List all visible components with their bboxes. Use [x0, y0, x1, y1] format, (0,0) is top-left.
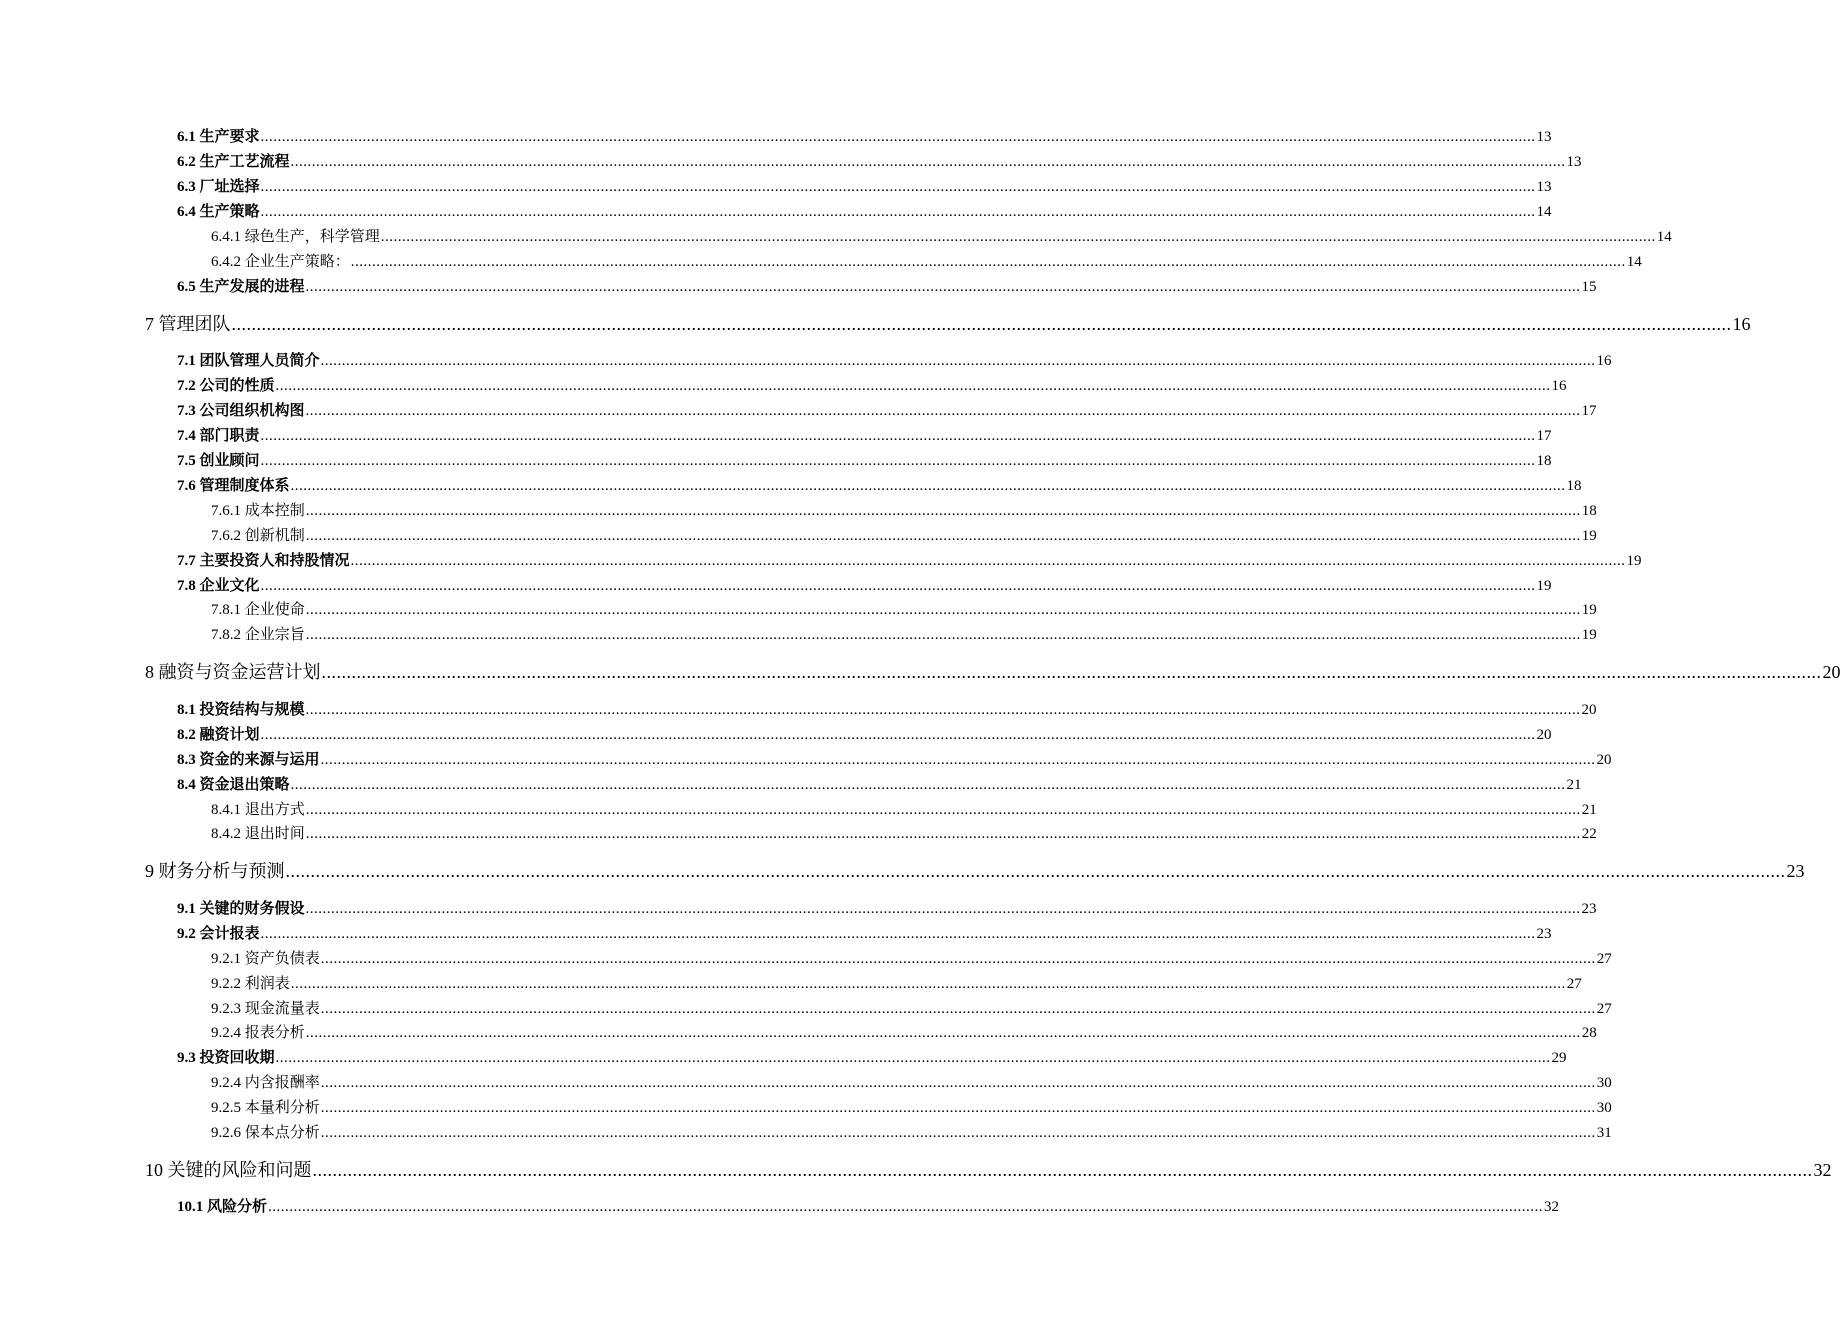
- toc-dot-leader: ............................................................................................................................................................................................................................................................................................................: [320, 1125, 1596, 1141]
- toc-chapter-entry[interactable]: [145, 861, 1805, 881]
- toc-dot-leader: ............................................................................................................................................................................................................................................................................................................: [320, 353, 1596, 369]
- toc-entry-title: 9.1 关键的财务假设: [177, 901, 305, 917]
- toc-entry-title: 6.1 生产要求: [177, 129, 260, 145]
- toc-entry-title: 9.2.4 报表分析: [211, 1025, 305, 1041]
- toc-dot-leader: ............................................................................................................................................................................................................................................................................................................: [305, 1025, 1581, 1041]
- toc-section-entry[interactable]: [177, 129, 1552, 145]
- toc-page-number: 23: [1581, 901, 1597, 917]
- toc-section-entry[interactable]: [177, 578, 1552, 594]
- toc-entry-title: 8.1 投资结构与规模: [177, 702, 305, 718]
- toc-dot-leader: ............................................................................................................................................................................................................................................................................................................: [305, 279, 1581, 295]
- toc-page-number: 14: [1656, 229, 1672, 245]
- toc-section-entry[interactable]: [177, 403, 1597, 419]
- toc-page-number: 16: [1596, 353, 1612, 369]
- toc-page-number: 17: [1581, 403, 1597, 419]
- toc-dot-leader: ............................................................................................................................................................................................................................................................................................................: [320, 951, 1596, 967]
- toc-page-number: 16: [1551, 378, 1567, 394]
- toc-section-entry[interactable]: [177, 752, 1612, 768]
- toc-entry-title: 6.4 生产策略: [177, 204, 260, 220]
- toc-entry-title: 7.8.1 企业使命: [211, 602, 305, 618]
- toc-chapter-entry[interactable]: [145, 1160, 1832, 1180]
- toc-subsection-entry[interactable]: [211, 802, 1597, 818]
- toc-entry-title: 8.2 融资计划: [177, 727, 260, 743]
- toc-dot-leader: ............................................................................................................................................................................................................................................................................................................: [285, 861, 1786, 881]
- toc-dot-leader: ............................................................................................................................................................................................................................................................................................................: [260, 578, 1536, 594]
- toc-dot-leader: ............................................................................................................................................................................................................................................................................................................: [305, 503, 1581, 519]
- toc-dot-leader: ............................................................................................................................................................................................................................................................................................................: [260, 926, 1536, 942]
- toc-section-entry[interactable]: [177, 1050, 1567, 1066]
- toc-entry-title: 6.4.2 企业生产策略：: [211, 254, 350, 270]
- toc-entry-title: 9.2.6 保本点分析: [211, 1125, 320, 1141]
- toc-dot-leader: ............................................................................................................................................................................................................................................................................................................: [320, 1001, 1596, 1017]
- toc-entry-title: 6.5 生产发展的进程: [177, 279, 305, 295]
- toc-entry-title: 6.2 生产工艺流程: [177, 154, 290, 170]
- toc-dot-leader: ............................................................................................................................................................................................................................................................................................................: [320, 1100, 1596, 1116]
- toc-page-number: 20: [1581, 702, 1597, 718]
- toc-subsection-entry[interactable]: [211, 1100, 1612, 1116]
- toc-page-number: 20: [1822, 662, 1841, 682]
- toc-page-number: 20: [1536, 727, 1552, 743]
- toc-subsection-entry[interactable]: [211, 1125, 1612, 1141]
- toc-section-entry[interactable]: [177, 702, 1597, 718]
- toc-entry-title: 10 关键的风险和问题: [145, 1160, 312, 1180]
- toc-chapter-entry[interactable]: [145, 662, 1841, 682]
- toc-section-entry[interactable]: [177, 428, 1552, 444]
- toc-dot-leader: ............................................................................................................................................................................................................................................................................................................: [260, 428, 1536, 444]
- toc-dot-leader: ............................................................................................................................................................................................................................................................................................................: [350, 254, 1626, 270]
- toc-page-number: 14: [1536, 204, 1552, 220]
- toc-subsection-entry[interactable]: [211, 229, 1672, 245]
- toc-dot-leader: ............................................................................................................................................................................................................................................................................................................: [305, 901, 1581, 917]
- toc-entry-title: 8.4.2 退出时间: [211, 826, 305, 842]
- toc-section-entry[interactable]: [177, 777, 1582, 793]
- toc-dot-leader: ............................................................................................................................................................................................................................................................................................................: [260, 204, 1536, 220]
- toc-page-number: 27: [1566, 976, 1582, 992]
- toc-page-number: 21: [1566, 777, 1582, 793]
- toc-section-entry[interactable]: [177, 179, 1552, 195]
- toc-entry-title: 9.2.1 资产负债表: [211, 951, 320, 967]
- toc-section-entry[interactable]: [177, 1199, 1560, 1215]
- toc-section-entry[interactable]: [177, 553, 1642, 569]
- toc-dot-leader: ............................................................................................................................................................................................................................................................................................................: [305, 528, 1581, 544]
- toc-page-number: 31: [1596, 1125, 1612, 1141]
- toc-entry-title: 7.3 公司组织机构图: [177, 403, 305, 419]
- toc-dot-leader: ............................................................................................................................................................................................................................................................................................................: [305, 702, 1581, 718]
- toc-dot-leader: ............................................................................................................................................................................................................................................................................................................: [231, 314, 1732, 334]
- toc-subsection-entry[interactable]: [211, 503, 1597, 519]
- toc-page-number: 27: [1596, 951, 1612, 967]
- toc-dot-leader: ............................................................................................................................................................................................................................................................................................................: [260, 727, 1536, 743]
- toc-page-number: 19: [1581, 528, 1597, 544]
- toc-subsection-entry[interactable]: [211, 976, 1582, 992]
- toc-page-number: 19: [1581, 602, 1597, 618]
- toc-entry-title: 7.6 管理制度体系: [177, 478, 290, 494]
- toc-dot-leader: ............................................................................................................................................................................................................................................................................................................: [260, 453, 1536, 469]
- toc-chapter-entry[interactable]: [145, 314, 1751, 334]
- toc-entry-title: 7.6.1 成本控制: [211, 503, 305, 519]
- toc-entry-title: 6.3 厂址选择: [177, 179, 260, 195]
- toc-page-number: 23: [1536, 926, 1552, 942]
- toc-section-entry[interactable]: [177, 478, 1582, 494]
- toc-dot-leader: ............................................................................................................................................................................................................................................................................................................: [290, 976, 1566, 992]
- toc-subsection-entry[interactable]: [211, 627, 1597, 643]
- toc-dot-leader: ............................................................................................................................................................................................................................................................................................................: [290, 154, 1566, 170]
- toc-dot-leader: ............................................................................................................................................................................................................................................................................................................: [260, 179, 1536, 195]
- toc-subsection-entry[interactable]: [211, 528, 1597, 544]
- toc-dot-leader: ............................................................................................................................................................................................................................................................................................................: [305, 826, 1581, 842]
- toc-entry-title: 7.8.2 企业宗旨: [211, 627, 305, 643]
- toc-section-entry[interactable]: [177, 453, 1552, 469]
- toc-page-number: 29: [1551, 1050, 1567, 1066]
- toc-dot-leader: ............................................................................................................................................................................................................................................................................................................: [260, 129, 1536, 145]
- toc-entry-title: 9 财务分析与预测: [145, 861, 285, 881]
- toc-dot-leader: ............................................................................................................................................................................................................................................................................................................: [275, 378, 1551, 394]
- toc-dot-leader: ............................................................................................................................................................................................................................................................................................................: [275, 1050, 1551, 1066]
- toc-subsection-entry[interactable]: [211, 1001, 1612, 1017]
- toc-subsection-entry[interactable]: [211, 1075, 1612, 1091]
- toc-page-number: 13: [1536, 129, 1552, 145]
- toc-dot-leader: ............................................................................................................................................................................................................................................................................................................: [268, 1199, 1544, 1215]
- toc-page-number: 19: [1626, 553, 1642, 569]
- toc-entry-title: 10.1 风险分析: [177, 1199, 268, 1215]
- toc-entry-title: 7.4 部门职责: [177, 428, 260, 444]
- toc-entry-title: 8.4 资金退出策略: [177, 777, 290, 793]
- toc-page-number: 27: [1596, 1001, 1612, 1017]
- toc-page-number: 19: [1581, 627, 1597, 643]
- toc-page-number: 30: [1596, 1100, 1612, 1116]
- toc-dot-leader: ............................................................................................................................................................................................................................................................................................................: [320, 1075, 1596, 1091]
- toc-entry-title: 7.7 主要投资人和持股情况: [177, 553, 350, 569]
- toc-entry-title: 6.4.1 绿色生产，科学管理: [211, 229, 380, 245]
- toc-dot-leader: ............................................................................................................................................................................................................................................................................................................: [320, 752, 1596, 768]
- toc-entry-title: 9.2 会计报表: [177, 926, 260, 942]
- toc-subsection-entry[interactable]: [211, 951, 1612, 967]
- toc-entry-title: 9.2.5 本量利分析: [211, 1100, 320, 1116]
- toc-dot-leader: ............................................................................................................................................................................................................................................................................................................: [312, 1160, 1813, 1180]
- toc-dot-leader: ............................................................................................................................................................................................................................................................................................................: [321, 662, 1822, 682]
- toc-page-number: 13: [1566, 154, 1582, 170]
- toc-entry-title: 9.2.3 现金流量表: [211, 1001, 320, 1017]
- toc-dot-leader: ............................................................................................................................................................................................................................................................................................................: [305, 627, 1581, 643]
- toc-entry-title: 7 管理团队: [145, 314, 231, 334]
- toc-page-number: 30: [1596, 1075, 1612, 1091]
- toc-entry-title: 7.6.2 创新机制: [211, 528, 305, 544]
- toc-section-entry[interactable]: [177, 154, 1582, 170]
- toc-dot-leader: ............................................................................................................................................................................................................................................................................................................: [350, 553, 1626, 569]
- toc-page-number: 22: [1581, 826, 1597, 842]
- toc-page-number: 15: [1581, 279, 1597, 295]
- toc-page-number: 21: [1581, 802, 1597, 818]
- toc-section-entry[interactable]: [177, 204, 1552, 220]
- toc-subsection-entry[interactable]: [211, 1025, 1597, 1041]
- toc-page-number: 28: [1581, 1025, 1597, 1041]
- toc-dot-leader: ............................................................................................................................................................................................................................................................................................................: [290, 777, 1566, 793]
- toc-page-number: 23: [1786, 861, 1805, 881]
- toc-page-number: 20: [1596, 752, 1612, 768]
- toc-dot-leader: ............................................................................................................................................................................................................................................................................................................: [290, 478, 1566, 494]
- toc-entry-title: 9.3 投资回收期: [177, 1050, 275, 1066]
- toc-dot-leader: ............................................................................................................................................................................................................................................................................................................: [305, 403, 1581, 419]
- toc-dot-leader: ............................................................................................................................................................................................................................................................................................................: [380, 229, 1656, 245]
- toc-entry-title: 7.5 创业顾问: [177, 453, 260, 469]
- toc-page-number: 32: [1544, 1199, 1560, 1215]
- toc-page-number: 19: [1536, 578, 1552, 594]
- toc-entry-title: 7.2 公司的性质: [177, 378, 275, 394]
- toc-page-number: 16: [1732, 314, 1751, 334]
- toc-subsection-entry[interactable]: [211, 602, 1597, 618]
- toc-section-entry[interactable]: [177, 279, 1597, 295]
- toc-section-entry[interactable]: [177, 926, 1552, 942]
- toc-entry-title: 9.2.2 利润表: [211, 976, 290, 992]
- toc-section-entry[interactable]: [177, 353, 1612, 369]
- toc-section-entry[interactable]: [177, 901, 1597, 917]
- toc-page-number: 18: [1581, 503, 1597, 519]
- toc-page-number: 32: [1813, 1160, 1832, 1180]
- toc-page-number: 17: [1536, 428, 1552, 444]
- toc-page-number: 14: [1626, 254, 1642, 270]
- toc-entry-title: 7.8 企业文化: [177, 578, 260, 594]
- toc-dot-leader: ............................................................................................................................................................................................................................................................................................................: [305, 602, 1581, 618]
- toc-page-number: 13: [1536, 179, 1552, 195]
- toc-entry-title: 9.2.4 内含报酬率: [211, 1075, 320, 1091]
- toc-section-entry[interactable]: [177, 727, 1552, 743]
- toc-subsection-entry[interactable]: [211, 254, 1642, 270]
- toc-entry-title: 8 融资与资金运营计划: [145, 662, 321, 682]
- toc-entry-title: 8.4.1 退出方式: [211, 802, 305, 818]
- toc-entry-title: 8.3 资金的来源与运用: [177, 752, 320, 768]
- toc-entry-title: 7.1 团队管理人员简介: [177, 353, 320, 369]
- toc-page-number: 18: [1566, 478, 1582, 494]
- toc-dot-leader: ............................................................................................................................................................................................................................................................................................................: [305, 802, 1581, 818]
- toc-subsection-entry[interactable]: [211, 826, 1597, 842]
- toc-section-entry[interactable]: [177, 378, 1567, 394]
- toc-page-number: 18: [1536, 453, 1552, 469]
